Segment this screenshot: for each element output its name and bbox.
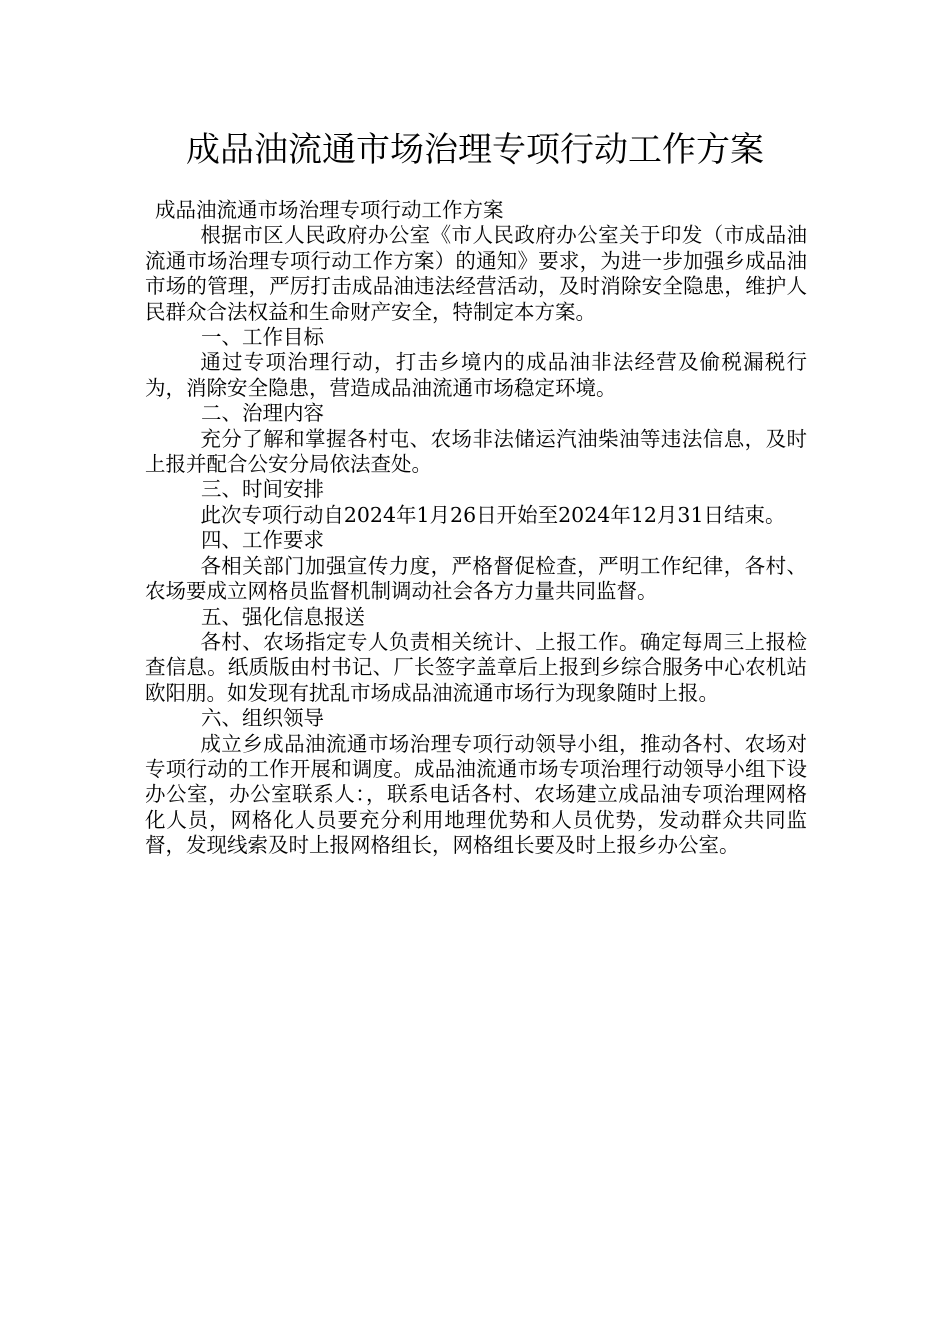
document-body [145, 198, 807, 859]
section-text-reporting: 各村、农场指定专人负责相关统计、上报工作。确定每周三上报检查信息。纸质版由村书记、厂长签字盖章后上报到乡综合服务中心农机站欧阳朋。如发现有扰乱市场成品油流通市场行为现象随时上报。 [145, 629, 807, 705]
section-heading-goals: 一、工作目标 [201, 325, 324, 350]
section-text-schedule: 此次专项行动自2024年1月26日开始至2024年12月31日结束。 [200, 502, 786, 527]
intro-paragraph: 根据市区人民政府办公室《市人民政府办公室关于印发（市成品油流通市场治理专项行动工作方案）的通知》要求，为进一步加强乡成品油市场的管理，严厉打击成品油违法经营活动，及时消除安全隐患，维护人民群众合法权益和生命财产安全，特制定本方案。 [145, 223, 807, 324]
section-text-requirements: 各相关部门加强宣传力度，严格督促检查，严明工作纪律，各村、农场要成立网格员监督机制调动社会各方力量共同监督。 [145, 553, 807, 604]
section-text-goals: 通过专项治理行动，打击乡境内的成品油非法经营及偷税漏税行为，消除安全隐患，营造成品油流通市场稳定环境。 [145, 350, 807, 400]
section-heading-schedule: 三、时间安排 [201, 477, 324, 502]
document-title: 成品油流通市场治理专项行动工作方案 [186, 130, 764, 170]
document-subtitle: 成品油流通市场治理专项行动工作方案 [155, 198, 504, 222]
section-text-leadership: 成立乡成品油流通市场治理专项行动领导小组，推动各村、农场对专项行动的工作开展和调度。成品油流通市场专项治理行动领导小组下设办公室，办公室联系人：，联系电话各村、农场建立成品油专项治理网格化人员，网格化人员要充分利用地理优势和人员优势，发动群众共同监督，发现线索及时上报网格组长，网格组长要及时上报乡办公室。 [145, 731, 807, 858]
section-text-content: 充分了解和掌握各村屯、农场非法储运汽油柴油等违法信息，及时上报并配合公安分局依法查处。 [145, 426, 807, 477]
section-heading-requirements: 四、工作要求 [201, 528, 324, 553]
section-heading-content: 二、治理内容 [201, 401, 324, 426]
section-heading-leadership: 六、组织领导 [201, 706, 324, 731]
section-heading-reporting: 五、强化信息报送 [201, 604, 365, 629]
